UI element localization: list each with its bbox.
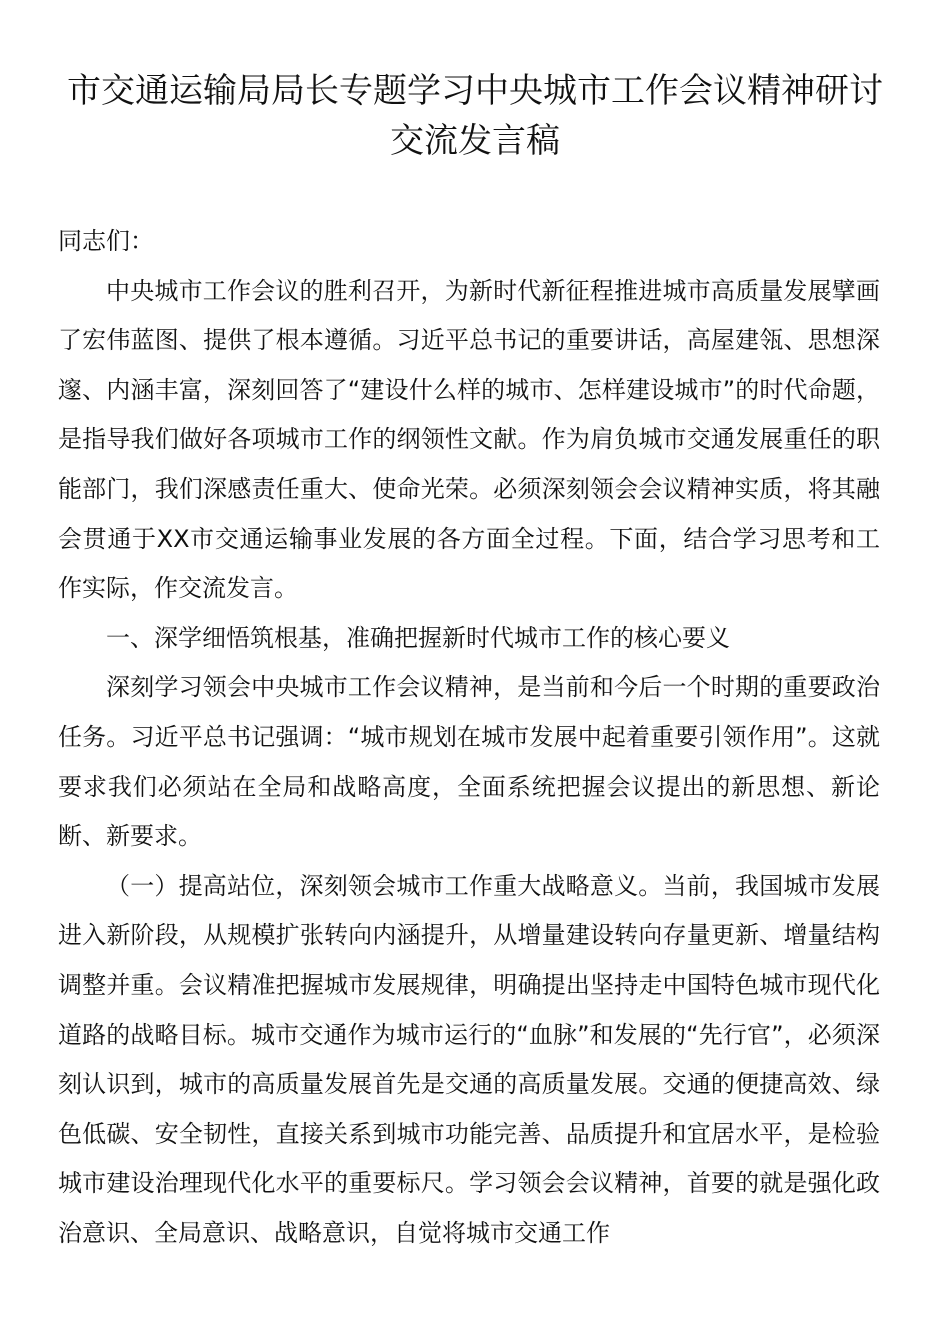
document-body — [58, 217, 880, 1258]
salutation: 同志们： — [58, 227, 154, 255]
paragraph-section-1: 深刻学习领会中央城市工作会议精神，是当前和今后一个时期的重要政治任务。习近平总书记强调：“城市规划在城市发展中起着重要引领作用”。这就要求我们必须站在全局和战略高度，全面系统把握会议提出的新思想、新论断、新要求。 — [58, 673, 880, 851]
document-title: 市交通运输局局长专题学习中央城市工作会议精神研讨交流发言稿 — [67, 71, 883, 161]
paragraph-subsection-1: （一）提高站位，深刻领会城市工作重大战略意义。当前，我国城市发展进入新阶段，从规模扩张转向内涵提升，从增量建设转向存量更新、增量结构调整并重。会议精准把握城市发展规律，明确提出坚持走中国特色城市现代化道路的战略目标。城市交通作为城市运行的“血脉”和发展的“先行官”，必须深刻认识到，城市的高质量发展首先是交通的高质量发展。交通的便捷高效、绿色低碳、安全韧性，直接关系到城市功能完善、品质提升和宜居水平，是检验城市建设治理现代化水平的重要标尺。学习领会会议精神，首要的就是强化政治意识、全局意识、战略意识，自觉将城市交通工作 — [58, 871, 880, 1247]
paragraph-intro: 中央城市工作会议的胜利召开，为新时代新征程推进城市高质量发展擘画了宏伟蓝图、提供了根本遵循。习近平总书记的重要讲话，高屋建瓴、思想深邃、内涵丰富，深刻回答了“建设什么样的城市、怎样建设城市”的时代命题，是指导我们做好各项城市工作的纲领性文献。作为肩负城市交通发展重任的职能部门，我们深感责任重大、使命光荣。必须深刻领会会议精神实质，将其融会贯通于XX市交通运输事业发展的各方面全过程。下面，结合学习思考和工作实际，作交流发言。 — [58, 276, 880, 603]
section-heading-1: 一、深学细悟筑根基，准确把握新时代城市工作的核心要义 — [106, 623, 730, 652]
